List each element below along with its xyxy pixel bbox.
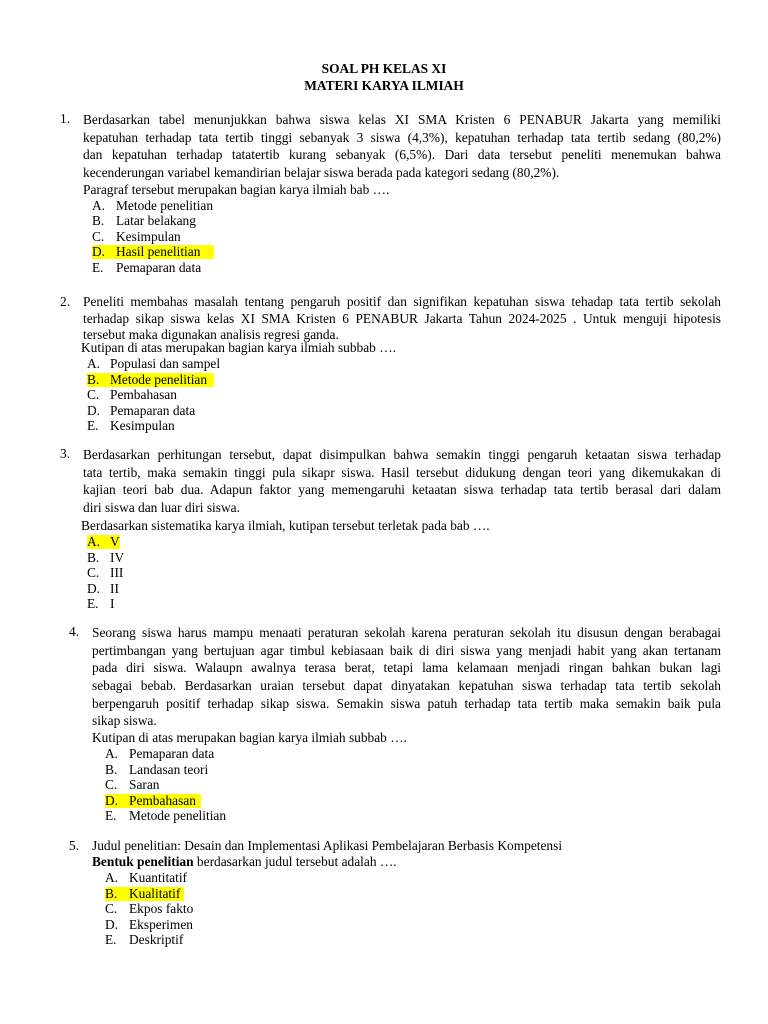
option-a[interactable] — [92, 198, 721, 214]
option-text: Hasil penelitian — [116, 244, 201, 260]
option-letter: C. — [105, 901, 118, 916]
text-line: Berdasarkan tabel menunjukkan bahwa siswa kelas XI SMA Kristen 6 PENABUR Jakarta yang memiliki — [83, 112, 721, 127]
question-prompt: Kutipan di atas merupakan bagian karya ilmiah subbab …. — [92, 730, 407, 746]
option-letter: A. — [105, 746, 119, 762]
option-letter: B. — [105, 885, 118, 901]
option-a[interactable] — [105, 746, 721, 762]
option-d[interactable] — [105, 917, 721, 933]
option-letter: C. — [87, 565, 100, 580]
option-text: III — [110, 565, 124, 580]
option-letter: B. — [87, 371, 100, 387]
option-letter: E. — [105, 808, 117, 824]
question-text — [83, 111, 721, 182]
option-text: IV — [110, 549, 125, 565]
option-letter: D. — [105, 792, 119, 808]
option-letter: B. — [87, 549, 100, 565]
option-text: Metode penelitian — [110, 371, 208, 387]
option-text: Pemaparan data — [116, 259, 202, 275]
question-prompt: Berdasarkan sistematika karya ilmiah, kutipan tersebut terletak pada bab …. — [81, 518, 490, 533]
option-e[interactable] — [87, 418, 721, 434]
option-letter: B. — [105, 761, 118, 777]
option-b[interactable] — [105, 762, 721, 778]
option-text: Eksperimen — [129, 916, 193, 932]
option-text: Latar belakang — [116, 213, 196, 229]
question-text — [83, 294, 721, 344]
option-text: V — [110, 534, 120, 549]
question-prompt — [92, 854, 721, 870]
option-letter: E. — [87, 596, 99, 611]
option-a[interactable] — [87, 356, 721, 372]
option-a-highlighted[interactable] — [87, 534, 721, 550]
option-letter: E. — [105, 932, 117, 947]
option-text: Kualitatif — [129, 885, 181, 901]
text-line: kecenderungan variabel kemandirian belajar siswa berada pada kategori sedang (80,2%). — [83, 165, 560, 181]
option-text: I — [110, 596, 115, 611]
option-text: Landasan teori — [129, 761, 209, 777]
option-text: Populasi dan sampel — [110, 356, 221, 371]
option-b[interactable] — [87, 550, 721, 566]
option-text: Pemaparan data — [110, 402, 196, 418]
text-line: diri siswa dan luar diri siswa. — [83, 500, 240, 516]
text-line: tata tertib, maka semakin tinggi pula sikapr siswa. Hasil tersebut didukung dengan teori yang dikemukakan di — [83, 464, 721, 480]
option-e[interactable] — [105, 808, 721, 824]
question-number: 5. — [69, 838, 80, 853]
option-text: Pembahasan — [110, 387, 177, 402]
text-line: kepatuhan terhadap tata tertib tinggi sebanyak 3 siswa (4,3%), kepatuhan terhadap tata tertib sedang (80,2%) — [83, 129, 721, 145]
text-line: berpengaruh positif terhadap sikap siswa. Semakin siswa patuh terhadap tata tertib maka semakin baik pula — [92, 695, 721, 711]
question-text: Judul penelitian: Desain dan Implementasi Aplikasi Pembelajaran Berbasis Kompetensi — [92, 838, 563, 853]
question-prompt: Kutipan di atas merupakan bagian karya ilmiah subbab …. — [81, 340, 396, 355]
option-letter: A. — [87, 534, 101, 549]
option-d-highlighted[interactable] — [92, 244, 721, 260]
option-e[interactable] — [92, 260, 721, 276]
answer-options — [105, 746, 721, 824]
option-c[interactable] — [105, 777, 721, 793]
option-text: Kesimpulan — [110, 418, 175, 433]
option-text: Metode penelitian — [129, 808, 227, 824]
prompt-text: berdasarkan judul tersebut adalah …. — [193, 854, 397, 869]
option-c[interactable] — [87, 387, 721, 403]
option-letter: E. — [87, 418, 99, 433]
answer-options — [87, 534, 721, 612]
question-text — [83, 446, 721, 517]
option-letter: B. — [92, 213, 105, 229]
text-line: Seorang siswa harus mampu menaati peraturan sekolah karena peraturan sekolah itu disusun dengan berabagai — [92, 625, 721, 640]
text-line: dan kepatuhan terhadap tatatertib kurang sebanyak (6,5%). Dari data tersebut peneliti menemukan bahwa — [83, 147, 721, 163]
text-line: sikap siswa. — [92, 713, 157, 729]
text-line: Peneliti membahas masalah tentang pengaruh positif dan signifikan kepatuhan siswa tehadap tata tertib sekolah — [83, 294, 721, 309]
option-text: Metode penelitian — [116, 197, 214, 213]
text-line: tersebut maka digunakan analisis regresi ganda. — [83, 327, 339, 342]
option-letter: C. — [87, 387, 100, 402]
option-d[interactable] — [87, 581, 721, 597]
text-line: sebagai bebab. Berdasarkan uraian tersebut dapat dinyatakan kepatuhan siswa terhadap tata tertib sekolah — [92, 678, 721, 694]
option-b[interactable] — [92, 213, 721, 229]
option-d-highlighted[interactable] — [105, 793, 721, 809]
document-subtitle: MATERI KARYA ILMIAH — [304, 78, 464, 93]
question-number: 3. — [60, 446, 71, 461]
option-c[interactable] — [87, 565, 721, 581]
option-d[interactable] — [87, 403, 721, 419]
question-number: 2. — [60, 294, 71, 309]
option-text: Pembahasan — [129, 792, 196, 808]
option-text: Pemaparan data — [129, 746, 215, 762]
option-text: Ekpos fakto — [129, 901, 194, 916]
document-title: SOAL PH KELAS XI — [321, 61, 447, 76]
text-line: pada diri siswa. Walaupn awalnya terasa berat, tetapi lama kelamaan menjadi ringan bahkan bukan lagi — [92, 660, 721, 676]
answer-options — [92, 198, 721, 276]
option-b-highlighted[interactable] — [87, 372, 721, 388]
option-text: Saran — [129, 777, 160, 793]
question-number: 4. — [69, 624, 80, 639]
option-letter: A. — [92, 197, 106, 213]
option-b-highlighted[interactable] — [105, 886, 721, 902]
text-line: Berdasarkan perhitungan tersebut, dapat disimpulkan bahwa semakin tinggi pengaruh ketaatan siswa terhadap — [83, 447, 721, 462]
option-letter: D. — [105, 916, 119, 932]
option-letter: C. — [92, 228, 105, 244]
question-text — [92, 624, 721, 730]
option-text: Kesimpulan — [116, 228, 181, 244]
question-number: 1. — [60, 111, 71, 126]
option-a[interactable] — [105, 870, 721, 886]
option-c[interactable] — [92, 229, 721, 245]
option-c[interactable] — [105, 901, 721, 917]
option-letter: C. — [105, 777, 118, 793]
option-text: II — [110, 580, 119, 596]
text-line: pertimbangan yang bertujuan agar timbul kebiasaan baik di diri siswa yang menjadi habit yang akan tertanam — [92, 642, 721, 658]
prompt-bold-text: Bentuk penelitian — [92, 854, 194, 869]
option-text: Kuantitatif — [129, 870, 188, 885]
option-letter: A. — [105, 870, 119, 885]
question-prompt: Paragraf tersebut merupakan bagian karya ilmiah bab …. — [83, 181, 390, 197]
text-line: terhadap sikap siswa kelas XI SMA Kristen 6 PENABUR Jakarta Tahun 2024-2025 . Untuk menguji hipotesis — [83, 310, 721, 326]
text-line: kajian teori bab dua. Adapun faktor yang memengaruhi ketaatan siswa terhadap tata tertib berasal dari dalam — [83, 482, 721, 498]
answer-options — [105, 870, 721, 948]
option-letter: D. — [87, 402, 101, 418]
option-text: Deskriptif — [129, 932, 184, 947]
option-letter: A. — [87, 356, 101, 371]
option-letter: D. — [92, 244, 106, 260]
answer-options — [87, 356, 721, 434]
option-e[interactable] — [87, 596, 721, 612]
option-letter: E. — [92, 259, 104, 275]
option-letter: D. — [87, 580, 101, 596]
option-e[interactable] — [105, 932, 721, 948]
